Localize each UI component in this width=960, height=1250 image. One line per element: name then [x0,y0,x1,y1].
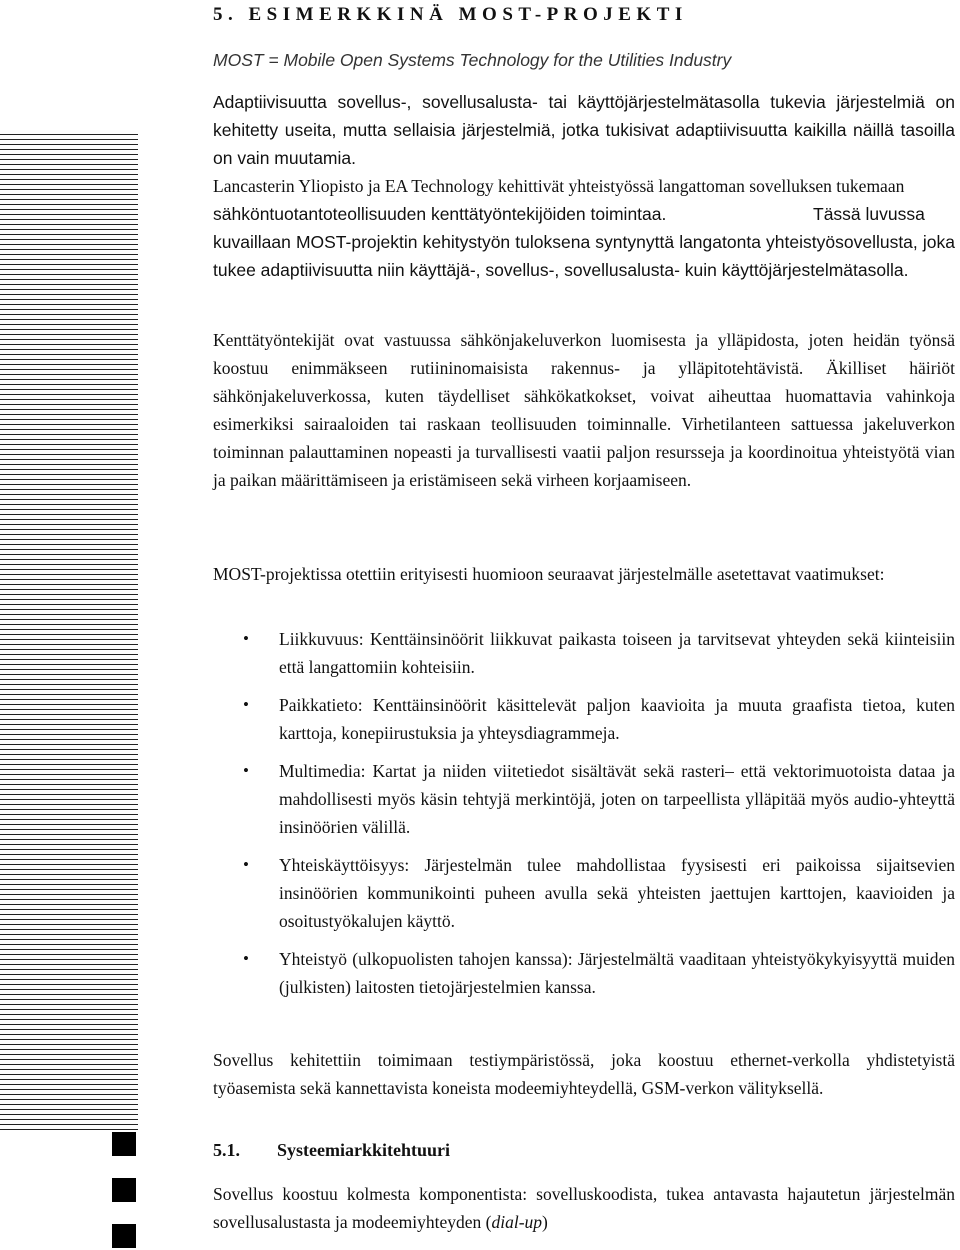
list-item-text: Yhteistyö (ulkopuolisten tahojen kanssa): Järjestelmältä vaaditaan yhteistyökykyisyyttä muiden (julkisten) laitosten tietojärjestelmien kanssa. [279,949,955,997]
paragraph-intro-d-start [813,200,955,228]
paragraph-components [213,1180,955,1236]
bullet-icon: • [243,855,249,874]
list-item [213,851,955,935]
list-item-text: Liikkuvuus: Kenttäinsinöörit liikkuvat paikasta toiseen ja tarvitsevat yhteyden sekä kiinteisiin että langattomiin kohteisiin. [279,629,955,677]
components-text: Sovellus koostuu kolmesta komponentista: sovelluskoodista, tukea antavasta hajautetun järjestelmän sovellusalustasta ja modeemiyhteyden ( [213,1184,955,1232]
paragraph-requirements: MOST-projektissa otettiin erityisesti huomioon seuraavat järjestelmälle asetettavat vaatimukset: [213,564,885,584]
paragraph-intro-b: Lancasterin Yliopisto ja EA Technology kehittivät yhteistyössä langattoman sovelluksen tukemaan [213,176,905,196]
list-item-text: Paikkatieto: Kenttäinsinöörit käsittelevät paljon kaavioita ja muuta graafista tietoa, kuten karttoja, konepiirustuksia ja yhteysdiagrammeja. [279,695,955,743]
paragraph-intro-a: Adaptiivisuutta sovellus-, sovellusalusta- tai käyttöjärjestelmätasolla tukevia järjestelmiä on kehitetty useita, mutta sellaisia järjestelmiä, jotka tukisivat adaptiivisuutta kaikilla näillä tasoilla on vain muutamia. [213,92,955,168]
list-item [213,945,955,1001]
list-item-text: Multimedia: Kartat ja niiden viitetiedot sisältävät sekä rasteri– että vektorimuotoista dataa ja mahdollisesti myös käsin tehtyjä merkintöjä, joten on tarpeellista ylläpitää myös audio-yhteyttä insinöörien välillä. [279,761,955,837]
decorative-margin-lines [0,130,138,1130]
subsection-title: Systeemiarkkitehtuuri [277,1140,450,1160]
section-subtitle: MOST = Mobile Open Systems Technology for the Utilities Industry [213,50,732,70]
list-item [213,691,955,747]
dialup-term: dial-up [491,1212,543,1232]
paragraph-test-environment: Sovellus kehitettiin toimimaan testiympäristössä, joka koostuu ethernet-verkolla yhdistetyistä työasemista sekä kannettavista koneista modeemiyhteydellä, GSM-verkon välityksellä. [213,1050,955,1098]
bullet-icon: • [243,629,249,648]
list-item-text: Yhteiskäyttöisyys: Järjestelmän tulee mahdollistaa fyysisesti eri paikoissa sijaitsevien insinöörien kommunikointi puheen avulla sekä yhteisten jaettujen karttojen, kaavioiden ja osoitustyökalujen käyttö. [279,855,955,931]
intro-d-first: Tässä luvussa [813,204,925,224]
list-item [213,757,955,841]
list-item [213,625,955,681]
decorative-square [112,1224,136,1248]
paragraph-intro-d [213,228,955,284]
bullet-icon: • [243,695,249,714]
requirements-list [213,625,955,1011]
paragraph-intro-c: sähköntuotantoteollisuuden kenttätyöntekijöiden toimintaa. [213,204,667,224]
decorative-square [112,1178,136,1202]
subsection-heading [213,1140,450,1161]
bullet-icon: • [243,761,249,780]
paragraph-field-workers: Kenttätyöntekijät ovat vastuussa sähkönjakeluverkon luomisesta ja ylläpidosta, joten heidän työnsä koostuu enimmäkseen rutiininomaisista rakennus- ja ylläpitotehtävistä. Äkilliset häiriöt sähkönjakeluverkossa, kuten täydelliset sähkökatkokset, voivat aiheuttaa huomattavia vahinkoja esimerkiksi sairaaloiden tai raskaan teollisuuden toiminnalle. Virhetilanteen sattuessa jakeluverkon toiminnan palauttaminen nopeasti ja turvallisesti vaatii paljon resursseja ja koordinoitua yhteistyötä vian ja paikan määrittämiseen ja eristämiseen sekä virheen korjaamiseen. [213,330,955,490]
intro-d-rest: kuvaillaan MOST-projektin kehitystyön tuloksena syntynyttä langatonta yhteistyösovellusta, joka tukee adaptiivisuutta niin käyttäjä-, sovellus-, sovellusalusta- kuin käyttöjärjestelmätasolla. [213,232,955,280]
components-end: ) [542,1212,548,1232]
subsection-number: 5.1. [213,1140,240,1160]
section-heading: 5. ESIMERKKINÄ MOST-PROJEKTI [213,4,688,25]
decorative-square [112,1132,136,1156]
bullet-icon: • [243,949,249,968]
